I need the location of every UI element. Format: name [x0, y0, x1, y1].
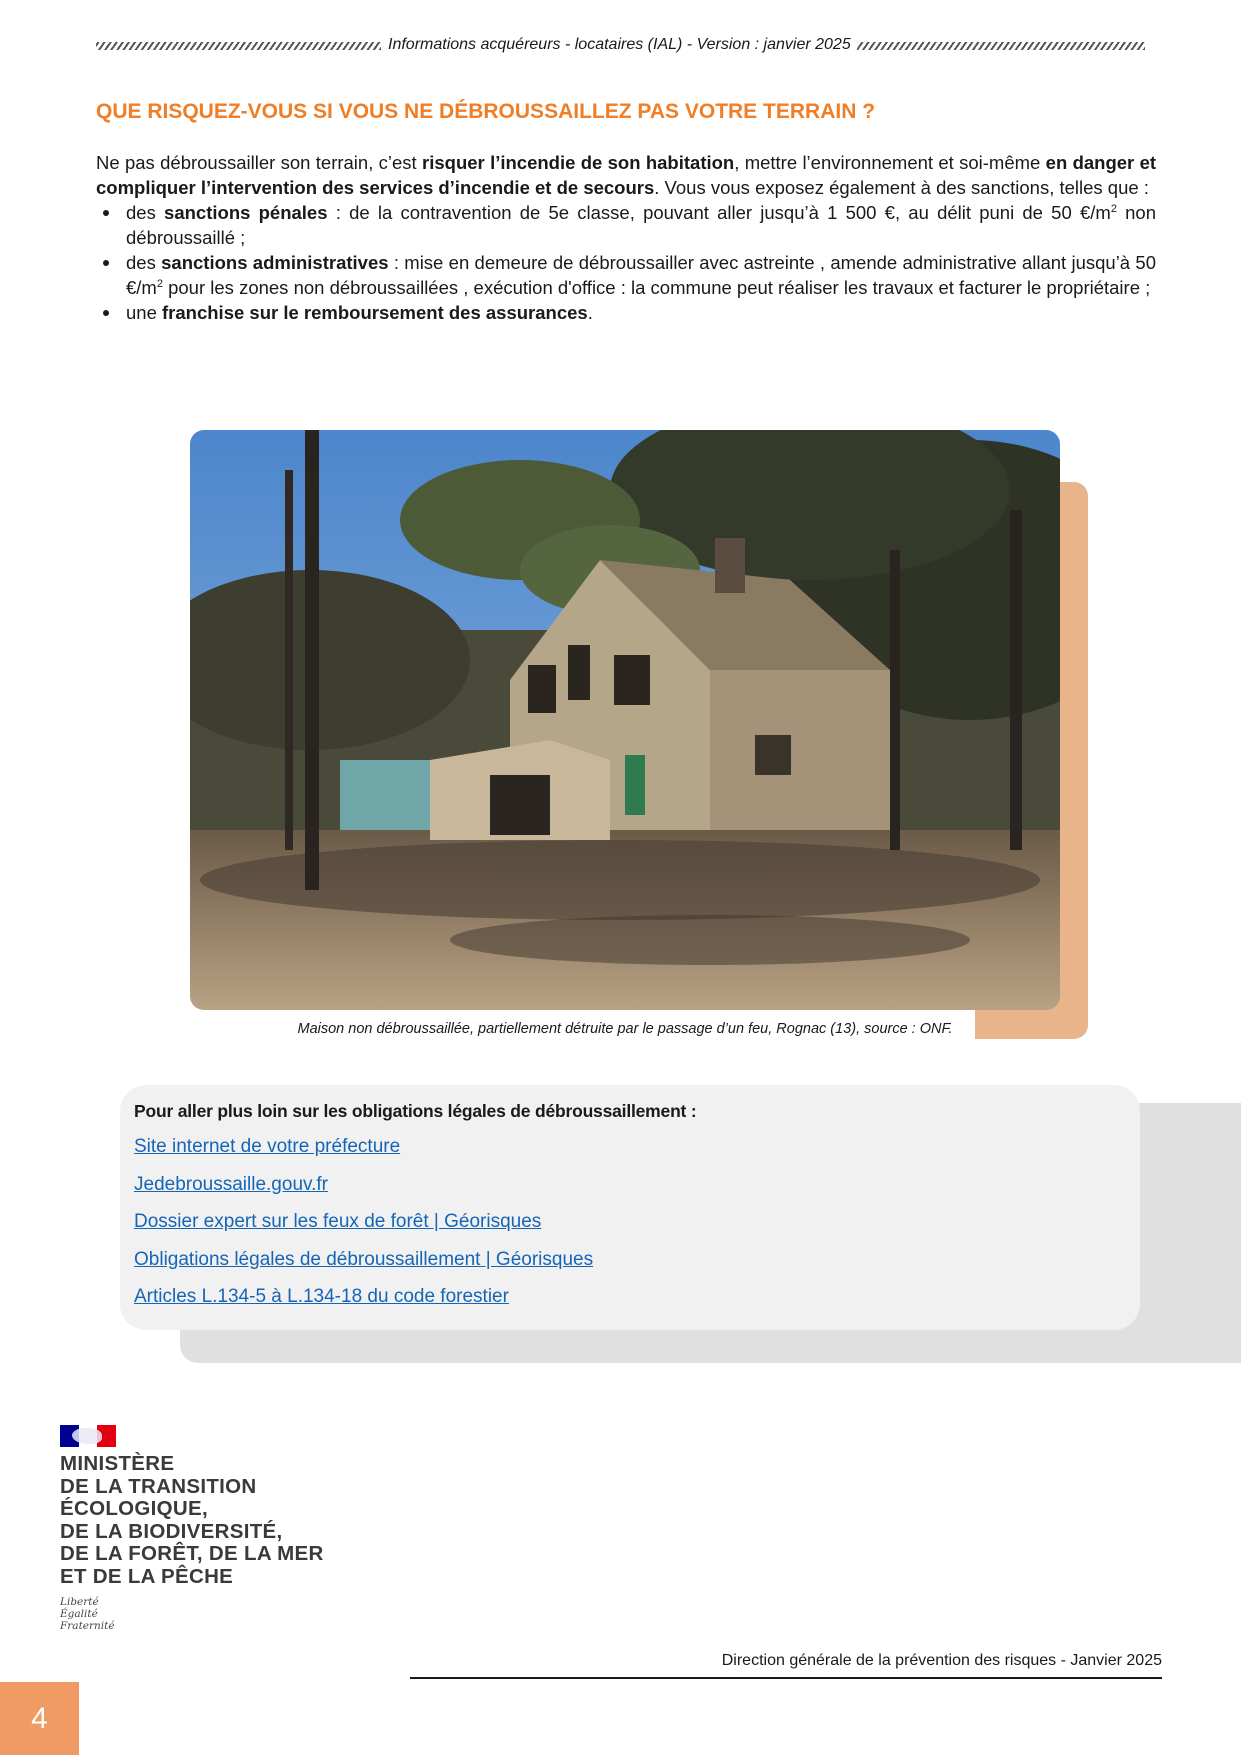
list-item — [126, 300, 1156, 325]
sanctions-list — [96, 200, 1156, 325]
list-item-prefix: une — [126, 302, 163, 323]
list-item-prefix: des — [126, 202, 165, 223]
header-hatch-left — [96, 42, 381, 50]
ministry-logo — [60, 1425, 340, 1632]
intro-text-1: Ne pas débroussailler son terrain, c’est — [96, 152, 423, 173]
intro-text-3: . Vous vous exposez également à des sanctions, telles que : — [654, 177, 1149, 198]
marianne-flag-icon — [60, 1425, 116, 1447]
section-title: QUE RISQUEZ-VOUS SI VOUS NE DÉBROUSSAILLEZ PAS VOTRE TERRAIN ? — [96, 100, 876, 123]
footer-divider — [410, 1677, 1162, 1679]
link-jedebroussaille[interactable]: Jedebroussaille.gouv.fr — [134, 1173, 328, 1195]
section-body — [96, 150, 1156, 325]
intro-bold-2: en danger et compliquer l’intervention des services d’incendie et de secours — [96, 152, 1157, 198]
burned-house-illustration — [190, 430, 1060, 1010]
footer-text: Direction générale de la prévention des risques - Janvier 2025 — [721, 1652, 1162, 1669]
list-item-suffix: . — [587, 302, 593, 323]
intro-paragraph — [96, 150, 1156, 200]
superscript: 2 — [1110, 202, 1117, 215]
list-item-text: : mise en demeure de débroussailler avec astreinte , amende administrative allant jusqu’à 50 €/m — [126, 252, 1156, 298]
list-item — [126, 200, 1156, 250]
list-item-suffix: pour les zones non débroussaillées , exécution d'office : la commune peut réaliser les travaux et facturer le propriétaire ; — [162, 277, 1151, 298]
intro-bold-1: risquer l’incendie de son habitation — [422, 152, 735, 173]
page-number: 4 — [0, 1682, 79, 1755]
intro-text-2: , mettre l’environnement et soi-même — [734, 152, 1046, 173]
document-header-title: Informations acquéreurs - locataires (IAL) - Version : janvier 2025 — [388, 36, 851, 53]
list-item-bold: franchise sur le remboursement des assurances — [162, 302, 588, 323]
list-item-suffix: non débroussaillé ; — [126, 202, 1157, 248]
list-item-prefix: des — [126, 252, 162, 273]
superscript: 2 — [156, 277, 163, 290]
list-item-bold: sanctions pénales — [164, 202, 328, 223]
list-item-text: : de la contravention de 5e classe, pouvant aller jusqu’à 1 500 €, au délit puni de 50 €/m — [327, 202, 1111, 223]
further-reading-title: Pour aller plus loin sur les obligations légales de débroussaillement : — [134, 1101, 697, 1121]
republic-motto: Liberté Égalité Fraternité — [60, 1596, 115, 1632]
link-code-forestier[interactable]: Articles L.134-5 à L.134-18 du code forestier — [134, 1286, 509, 1307]
list-item — [126, 250, 1156, 300]
photo-caption: Maison non débroussaillée, partiellement détruite par le passage d’un feu, Rognac (13), source : ONF. — [297, 1021, 953, 1037]
further-reading-box — [120, 1085, 1140, 1330]
burned-house-photo — [190, 430, 1060, 1010]
link-dossier-feux-foret[interactable]: Dossier expert sur les feux de forêt | Géorisques — [134, 1211, 542, 1232]
link-obligations-legales[interactable]: Obligations légales de débroussaillement | Géorisques — [134, 1248, 594, 1270]
list-item-bold: sanctions administratives — [161, 252, 389, 273]
header-hatch-right — [857, 42, 1145, 50]
link-prefecture[interactable]: Site internet de votre préfecture — [134, 1136, 401, 1157]
ministry-name: MINISTÈRE DE LA TRANSITION ÉCOLOGIQUE, DE LA BIODIVERSITÉ, DE LA FORÊT, DE LA MER ET DE LA PÊCHE — [60, 1452, 324, 1588]
